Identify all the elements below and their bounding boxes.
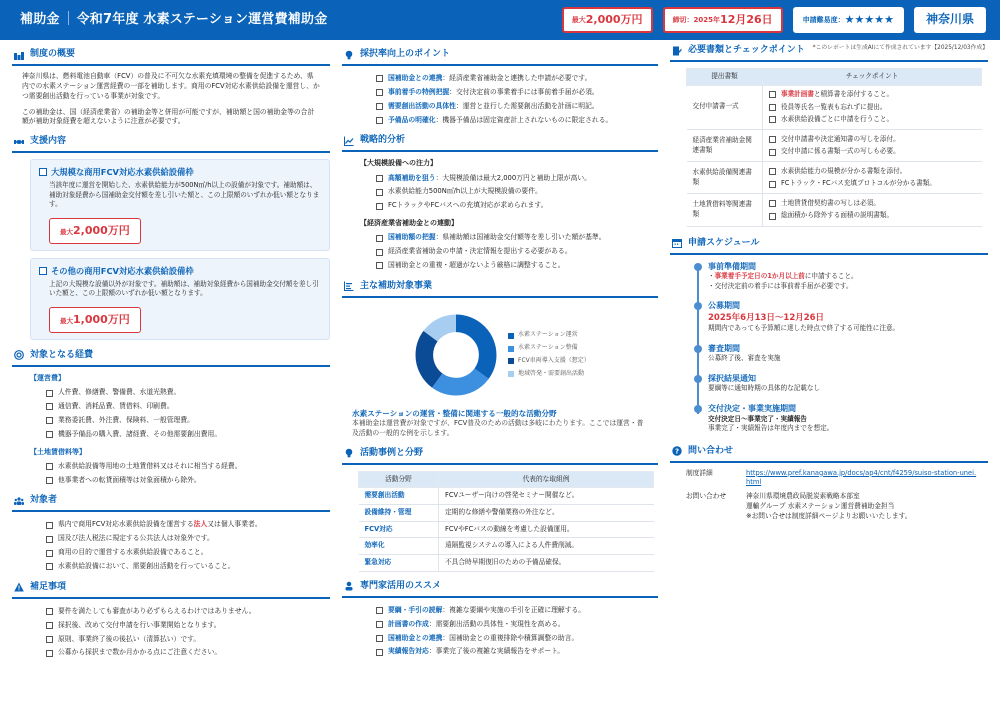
- checkbox-icon: [46, 650, 53, 657]
- middle-column: 採択率向上のポイント 国補助金との連携：経済産業省補助金と連携した申請が必要です。 事前着手の特例把握：交付決定前の事業着手には事前着手届が必須。 需要創出活動の具体性：運営と並行した需要創出活動を計画に明記。 予備品の明確化：機器予備品は固定資産計上されないものに限定される。 戦略的分析 【大規模設備への注力】 高額補助を狙う：大規模設備は最大2,000万円と補助上限が高い。 水素供給能力500N㎥/h以上が大規模設備の要件。 FCトラックやFCバスへの充填対応が求められます。 【経済産業省補助金との連動】 国補助額の把握：県補助額は国補助金交付額等を差し引いた額が基準。 経済産業省補助金の申請・決定情報を提出する必要がある。 国補助金との重複・超過がないよう厳格に調整すること。 主な補助対象事業 水素ステーション運営 水素ステーション整備 FCV車両導入支援（想定） 地域啓発・需要創出活動 水素ステーションの運営・整備に関連する一般的な活動分野 本補助金は運営費が対象ですが、FCV普及のための活動は多岐にわたります。ここでは運営・普及活動の一般的な例を示します。 活動事例と分野 活動分野 代表的な取組例 需要創出活動 FCVユーザー向けの啓発セミナー開催など。 設備維持・管理 定期的な修繕や警備業務の外注など。 FCV対応 FCVやFCバスの動線を考慮した設備運用。 効率化 遠隔監視システムの導入による人件費削減。 緊急対応 不具合時早期復旧のための予備品確保。 専門家活用のススメ 要綱・手引の読解：複雑な要綱や実施の手引を正確に理解する。 計画書の作成：需要創出活動の具体性・実現性を高める。 国補助金との連携：国補助金との重複排除や積算調整の助言。 実績報告対応：事業完了後の複雑な実績報告をサポート。: [342, 46, 658, 665]
- section-heading-tips: 採択率向上のポイント: [342, 46, 658, 66]
- checkbox-icon: [46, 463, 53, 470]
- section-heading-documents: 必要書類とチェックポイント *このレポートは生成AIにて作成されています【2025/12/03作成】: [670, 42, 988, 62]
- subsidy-title: 令和7年度 水素ステーション運営費補助金: [76, 11, 328, 27]
- checkbox-icon: [769, 213, 776, 220]
- list-item: 需要創出活動の具体性：運営と並行した需要創出活動を計画に明記。: [342, 100, 658, 114]
- legend-item: 地域啓発・需要創出活動: [508, 368, 590, 381]
- question-icon: [672, 446, 682, 456]
- list-item: 国補助額の把握：県補助額は国補助金交付額等を差し引いた額が基準。: [342, 231, 658, 245]
- checkbox-icon: [376, 235, 383, 242]
- timeline-dot: [694, 302, 702, 310]
- list-item: 業務委託費、外注費、保険料、一般管理費。: [12, 414, 330, 428]
- list-item: 国補助金との連携：国補助金との重複排除や積算調整の助言。: [342, 632, 658, 646]
- list-item: 商用の目的で運営する水素供給設備であること。: [12, 546, 330, 560]
- donut-svg: [412, 311, 500, 399]
- checkbox-icon: [46, 390, 53, 397]
- list-item: 機器予備品の購入費、諸経費、その他需要創出費用。: [12, 428, 330, 442]
- list-item: 国補助金との重複・超過がないよう厳格に調整すること。: [342, 259, 658, 273]
- support-box-large: 大規模な商用FCV対応水素供給設備枠 当該年度に運営を開始した、水素供給能力が500N㎥/h以上の設備が対象です。補助額は、補助対象経費から国補助金交付額を差し引いた額と、この上限額のいずれか低い額となります。 最大 2,000万円: [30, 159, 330, 251]
- checkbox-icon: [769, 200, 776, 207]
- overview-paragraph-1: 神奈川県は、燃料電池自動車（FCV）の普及に不可欠な水素充填環境の整備を促進するため、県内での水素ステーション運営経費の一部を補助します。商用のFCV対応水素供給設備を運営し、かつ需要創出活動を行っている事業が対象です。: [22, 72, 320, 100]
- timeline-dot: [694, 375, 702, 383]
- category-label: 補助金: [20, 11, 60, 27]
- checkbox-icon: [376, 189, 383, 196]
- calendar-icon: [672, 238, 682, 248]
- checkbox-icon: [376, 262, 383, 269]
- overview-paragraph-2: この補助金は、国（経済産業省）の補助金等と併用が可能ですが、補助額と国の補助金等の合計額が補助対象経費を超えないように注意が必要です。: [22, 107, 315, 126]
- section-heading-eligible: 対象者: [12, 492, 330, 512]
- section-heading-experts: 専門家活用のススメ: [342, 578, 658, 598]
- handshake-icon: [14, 137, 24, 147]
- section-heading-projects: 主な補助対象事業: [342, 278, 658, 298]
- person-icon: [344, 581, 354, 591]
- strategy-large-list: [342, 172, 658, 214]
- checkbox-icon: [769, 116, 776, 123]
- checkbox-icon: [39, 168, 47, 176]
- support-box-other: その他の商用FCV対応水素供給設備枠 上記の大規模な設備以外が対象です。補助額は、補助対象経費から国補助金交付額を差し引いた額と、この上限額のいずれか低い額となります。 最大 1,000万円: [30, 258, 330, 340]
- list-item: 国及び法人税法に規定する公共法人は対象外です。: [12, 532, 330, 546]
- checkbox-icon: [376, 117, 383, 124]
- detail-link[interactable]: https://www.pref.kanagawa.jp/docs/ap4/cnt/f4259/suiso-station-unei.html: [746, 468, 977, 487]
- legend-item: FCV車両導入支援（想定）: [508, 355, 590, 368]
- checkbox-icon: [46, 417, 53, 424]
- strategy-meti-list: [342, 231, 658, 273]
- checkbox-icon: [46, 536, 53, 543]
- users-icon: [14, 496, 24, 506]
- section-heading-contact: ? 問い合わせ: [670, 443, 988, 463]
- svg-text:?: ?: [674, 447, 680, 456]
- checkbox-icon: [376, 75, 383, 82]
- list-item: 経済産業省補助金の申請・決定情報を提出する必要がある。: [342, 245, 658, 259]
- list-item: 高額補助を狙う：大規模設備は最大2,000万円と補助上限が高い。: [342, 172, 658, 186]
- checkbox-icon: [46, 608, 53, 615]
- right-column: [670, 46, 988, 665]
- ai-disclaimer: *このレポートは生成AIにて作成されています【2025/12/03作成】: [812, 45, 988, 52]
- checkbox-icon: [376, 89, 383, 96]
- list-item: 水素供給能力500N㎥/h以上が大規模設備の要件。: [342, 185, 658, 199]
- bar-list-icon: [344, 281, 354, 291]
- donut-chart: [342, 304, 658, 404]
- checkbox-icon: [376, 607, 383, 614]
- section-heading-strategy: 戦略的分析: [342, 132, 658, 152]
- max-amount-other: 最大 1,000万円: [49, 307, 141, 333]
- lightbulb-icon: [344, 50, 354, 60]
- list-item: 水素供給設備において、需要創出活動を行っていること。: [12, 560, 330, 574]
- warning-icon: [14, 582, 24, 592]
- checkbox-icon: [46, 477, 53, 484]
- timeline-dot: [694, 263, 702, 271]
- checkbox-icon: [769, 91, 776, 98]
- list-item: 採択後、改めて交付申請を行い事業開始となります。: [12, 619, 330, 633]
- checkbox-icon: [769, 168, 776, 175]
- list-item: 予備品の明確化：機器予備品は固定資産計上されないものに限定される。: [342, 114, 658, 128]
- table-row: 緊急対応 不具合時早期復旧のための予備品確保。: [359, 555, 654, 572]
- document-icon: [672, 46, 682, 56]
- timeline-item-notification: 採択結果通知 要綱等に通知時期の具体的な記載なし: [708, 373, 988, 394]
- checkbox-icon: [376, 635, 383, 642]
- left-column: 制度の概要 神奈川県は、燃料電池自動車（FCV）の普及に不可欠な水素充填環境の整備を促進するため、県内での水素ステーション運営経費の一部を補助します。商用のFCV対応水素供給設備を運営し、かつ需要創出活動を行っている事業が対象です。 この補助金は、国（経済産業省）の補助金等と併用が可能ですが、補助額と国の補助金等の合計額が補助対象経費を超えないように注意が必要です。 支援内容 大規模な商用FCV対応水素供給設備枠 当該年度に運営を開始した、水素供給能力が500N㎥/h以上の設備が対象です。補助額は、補助対象経費から国補助金交付額を差し引いた額と、この上限額のいずれか低い額となります。 最大 2,000万円 その他の商用FCV対応水素供給設備枠 上記の大規模な設備以外が対象です。補助額は、補助対象経費から国補助金交付額を差し引いた額と、この上限額のいずれか低い額となります。 最大 1,000万円 対象となる経費 【運営費】 人件費、修繕費、警備費、水道光熱費。 通信費、消耗品費、賃借料、印刷費。 業務委託費、外注費、保険料、一般管理費。 機器予備品の購入費、諸経費、その他需要創出費用。 【土地賃借料等】 水素供給設備等用地の土地賃借料又はそれに相当する経費。 他事業者への転貸面積等は対象面積から除外。 対象者 県内で商用FCV対応水素供給設備を運営する法人又は個人事業者。 国及び法人税法に規定する公共法人は対象外です。 商用の目的で運営する水素供給設備であること。 水素供給設備において、需要創出活動を行っていること。 補足事項 要件を満たしても審査があり必ずもらえるわけではありません。 採択後、改めて交付申請を行い事業開始となります。 原則、事業終了後の後払い（清算払い）です。 公募から採択まで数か月かかる点にご注意ください。: [12, 46, 330, 665]
- checkbox-icon: [46, 403, 53, 410]
- list-item: 要件を満たしても審査があり必ずもらえるわけではありません。: [12, 605, 330, 619]
- section-heading-notes: 補足事項: [12, 579, 330, 599]
- experts-list: [342, 604, 658, 659]
- checkbox-icon: [376, 621, 383, 628]
- checkbox-icon: [376, 103, 383, 110]
- prefecture-badge: 神奈川県: [914, 7, 986, 33]
- chart-legend: [508, 329, 590, 380]
- list-item: 計画書の作成：需要創出活動の具体性・実現性を高める。: [342, 618, 658, 632]
- checkbox-icon: [46, 431, 53, 438]
- schedule-timeline: [694, 261, 988, 434]
- list-item: 水素供給設備等用地の土地賃借料又はそれに相当する経費。: [12, 460, 330, 474]
- timeline-item-implementation: 交付決定・事業実施期間 交付決定日〜事業完了・実績報告 事業完了・実績報告は年度内までを想定。: [708, 403, 988, 434]
- max-amount-large: 最大 2,000万円: [49, 218, 141, 244]
- checkbox-icon: [46, 522, 53, 529]
- checkbox-icon: [376, 203, 383, 210]
- legend-item: 水素ステーション運営: [508, 329, 590, 342]
- table-row: 設備維持・管理 定期的な修繕や警備業務の外注など。: [359, 505, 654, 522]
- list-item: 県内で商用FCV対応水素供給設備を運営する法人又は個人事業者。: [12, 518, 330, 532]
- section-heading-schedule: 申請スケジュール: [670, 235, 988, 255]
- contact-info: 制度詳細 https://www.pref.kanagawa.jp/docs/ap4/cnt/f4259/suiso-station-unei.html お問い合わせ 神奈川県環境農政局脱炭素戦略本部室 運輸グループ 水素ステーション運営費補助金担当 ※お問い合せは制度詳細ページよりお願いいたします。: [686, 468, 977, 520]
- list-item: FCトラックやFCバスへの充填対応が求められます。: [342, 199, 658, 213]
- checkbox-icon: [46, 563, 53, 570]
- timeline-dot: [694, 405, 702, 413]
- checkbox-icon: [769, 136, 776, 143]
- page-header: [0, 0, 1000, 40]
- table-row: 土地賃借料等関連書類 土地賃貸借契約書の写しは必須。 総面積から除外する面積の説明書類。: [687, 194, 982, 226]
- table-row: 効率化 遠隔監視システムの導入による人件費削減。: [359, 538, 654, 555]
- page-title: [20, 11, 327, 30]
- table-row: 需要創出活動 FCVユーザー向けの啓発セミナー開催など。: [359, 488, 654, 505]
- timeline-item-prep: 事前準備期間 ・事業着手予定日の1か月以上前に申請すること。 ・交付決定前の着手には事前着手届が必要です。: [708, 261, 988, 292]
- table-row: 交付申請書一式 事業計画書と積算書を添付すること。 役員等氏名一覧表も忘れずに提出。 水素供給設備ごとに申請を行うこと。: [687, 85, 982, 130]
- land-expense-list: [12, 460, 330, 488]
- checkbox-icon: [769, 149, 776, 156]
- timeline-dot: [694, 345, 702, 353]
- legend-item: 水素ステーション整備: [508, 342, 590, 355]
- line-chart-icon: [344, 136, 354, 146]
- table-row: 水素供給設備関連書類 水素供給能力の規模が分かる書類を添付。 FCトラック・FCバス充填プロトコルが分かる書類。: [687, 162, 982, 194]
- checkbox-icon: [39, 267, 47, 275]
- list-item: 人件費、修繕費、警備費、水道光熱費。: [12, 386, 330, 400]
- section-heading-cases: 活動事例と分野: [342, 445, 658, 465]
- checkbox-icon: [46, 550, 53, 557]
- deadline-badge: 締切：2025年 12月26日: [663, 7, 783, 33]
- target-icon: [14, 350, 24, 360]
- documents-table: 提出書類 チェックポイント 交付申請書一式 事業計画書と積算書を添付すること。 役員等氏名一覧表も忘れずに提出。 水素供給設備ごとに申請を行うこと。 経済産業省補助金関連書類 交付申請書や決定通知書の写しを添付。 交付申請に係る書類一式の写しも必要。 水素供給設備関連書類 水素供給能力の規模が分かる書類を添付。 FCトラック・FCバス充填プロトコルが分かる書類。 土地賃借料等関連書類 土地賃貸借契約書の写しは必須。 総面積から除外する面積の説明書類。: [686, 68, 982, 226]
- list-item: 国補助金との連携：経済産業省補助金と連携した申請が必要です。: [342, 72, 658, 86]
- tips-list: [342, 72, 658, 127]
- timeline-item-review: 審査期間 公募終了後、審査を実施: [708, 343, 988, 364]
- section-heading-support: 支援内容: [12, 133, 330, 153]
- checkbox-icon: [769, 181, 776, 188]
- list-item: 通信費、消耗品費、賃借料、印刷費。: [12, 400, 330, 414]
- list-item: 要綱・手引の読解：複雑な要綱や実施の手引を正確に理解する。: [342, 604, 658, 618]
- building-icon: [14, 50, 24, 60]
- table-row: 経済産業省補助金関連書類 交付申請書や決定通知書の写しを添付。 交付申請に係る書類一式の写しも必要。: [687, 130, 982, 162]
- checkbox-icon: [376, 649, 383, 656]
- notes-list: [12, 605, 330, 660]
- section-heading-expenses: 対象となる経費: [12, 347, 330, 367]
- difficulty-stars: ★★★★★: [844, 13, 894, 27]
- lightbulb-icon: [344, 448, 354, 458]
- chart-caption: 水素ステーションの運営・整備に関連する一般的な活動分野 本補助金は運営費が対象ですが、FCV普及のための活動は多岐にわたります。ここでは運営・普及活動の一般的な例を示します。: [352, 408, 644, 437]
- checkbox-icon: [376, 175, 383, 182]
- list-item: 事前着手の特例把握：交付決定前の事業着手には事前着手届が必須。: [342, 86, 658, 100]
- title-divider: [68, 11, 69, 25]
- checkbox-icon: [46, 622, 53, 629]
- checkbox-icon: [376, 249, 383, 256]
- operating-expense-list: [12, 386, 330, 441]
- list-item: 他事業者への転貸面積等は対象面積から除外。: [12, 474, 330, 488]
- list-item: 公募から採択まで数か月かかる点にご注意ください。: [12, 646, 330, 660]
- difficulty-badge: 申請難易度： ★★★★★: [793, 7, 904, 33]
- section-heading-overview: 制度の概要: [12, 46, 330, 66]
- timeline-item-application: 公募期間 2025年6月13日〜12月26日 期間内であっても予算額に達した時点で終了する可能性に注意。: [708, 300, 988, 333]
- cases-table: 活動分野 代表的な取組例 需要創出活動 FCVユーザー向けの啓発セミナー開催など。 設備維持・管理 定期的な修繕や警備業務の外注など。 FCV対応 FCVやFCバスの動線を考慮した設備運用。 効率化 遠隔監視システムの導入による人件費削減。 緊急対応 不具合時早期復旧のための予備品確保。: [358, 471, 654, 572]
- checkbox-icon: [769, 104, 776, 111]
- max-amount-badge: 最大 2,000万円: [562, 7, 653, 33]
- eligible-list: [12, 518, 330, 573]
- list-item: 実績報告対応：事業完了後の複雑な実績報告をサポート。: [342, 645, 658, 659]
- list-item: 原則、事業終了後の後払い（清算払い）です。: [12, 633, 330, 647]
- checkbox-icon: [46, 636, 53, 643]
- table-row: FCV対応 FCVやFCバスの動線を考慮した設備運用。: [359, 521, 654, 538]
